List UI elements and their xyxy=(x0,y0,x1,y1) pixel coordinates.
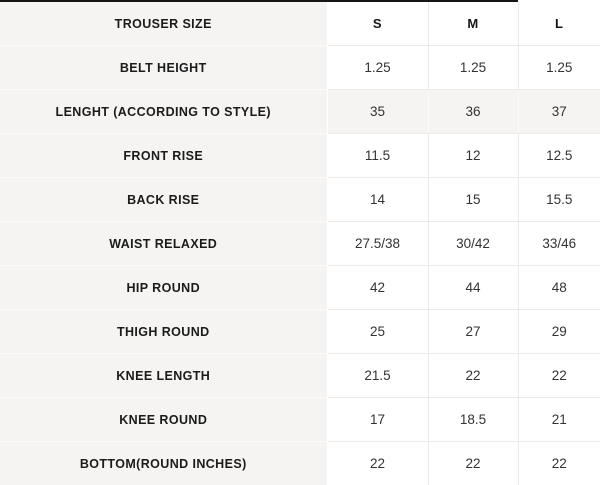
row-label: LENGHT (ACCORDING TO STYLE) xyxy=(0,90,327,134)
column-header-m: M xyxy=(428,2,518,46)
table-row-thigh-round xyxy=(0,310,600,354)
cell-value: 25 xyxy=(327,310,428,354)
size-chart-table xyxy=(0,2,600,485)
column-header-s: S xyxy=(327,2,428,46)
cell-value: 12 xyxy=(428,134,518,178)
table-row-hip-round xyxy=(0,266,600,310)
cell-value: 48 xyxy=(518,266,600,310)
row-label: BOTTOM(ROUND INCHES) xyxy=(0,442,327,485)
cell-value: 12.5 xyxy=(518,134,600,178)
row-label: KNEE ROUND xyxy=(0,398,327,442)
row-label: THIGH ROUND xyxy=(0,310,327,354)
table-row-back-rise xyxy=(0,178,600,222)
cell-value: 21 xyxy=(518,398,600,442)
row-label: FRONT RISE xyxy=(0,134,327,178)
header-label: TROUSER SIZE xyxy=(0,2,327,46)
cell-value: 18.5 xyxy=(428,398,518,442)
cell-value: 36 xyxy=(428,90,518,134)
cell-value: 1.25 xyxy=(428,46,518,90)
cell-value: 15 xyxy=(428,178,518,222)
row-label: HIP ROUND xyxy=(0,266,327,310)
table-row-knee-round xyxy=(0,398,600,442)
row-label: BACK RISE xyxy=(0,178,327,222)
cell-value: 15.5 xyxy=(518,178,600,222)
cell-value: 14 xyxy=(327,178,428,222)
cell-value: 1.25 xyxy=(327,46,428,90)
cell-value: 21.5 xyxy=(327,354,428,398)
cell-value: 22 xyxy=(428,354,518,398)
cell-value: 1.25 xyxy=(518,46,600,90)
cell-value: 44 xyxy=(428,266,518,310)
cell-value: 22 xyxy=(518,442,600,485)
cell-value: 29 xyxy=(518,310,600,354)
table-row-lenght xyxy=(0,90,600,134)
row-label: BELT HEIGHT xyxy=(0,46,327,90)
cell-value: 37 xyxy=(518,90,600,134)
cell-value: 27.5/38 xyxy=(327,222,428,266)
table-row-belt-height xyxy=(0,46,600,90)
cell-value: 33/46 xyxy=(518,222,600,266)
cell-value: 22 xyxy=(518,354,600,398)
cell-value: 22 xyxy=(327,442,428,485)
table-row-waist-relaxed xyxy=(0,222,600,266)
table-row-knee-length xyxy=(0,354,600,398)
row-label: WAIST RELAXED xyxy=(0,222,327,266)
cell-value: 22 xyxy=(428,442,518,485)
cell-value: 17 xyxy=(327,398,428,442)
cell-value: 35 xyxy=(327,90,428,134)
header-row xyxy=(0,2,600,46)
cell-value: 27 xyxy=(428,310,518,354)
cell-value: 11.5 xyxy=(327,134,428,178)
column-header-l: L xyxy=(518,2,600,46)
cell-value: 30/42 xyxy=(428,222,518,266)
cell-value: 42 xyxy=(327,266,428,310)
table-row-bottom-round-inches xyxy=(0,442,600,485)
row-label: KNEE LENGTH xyxy=(0,354,327,398)
table-row-front-rise xyxy=(0,134,600,178)
